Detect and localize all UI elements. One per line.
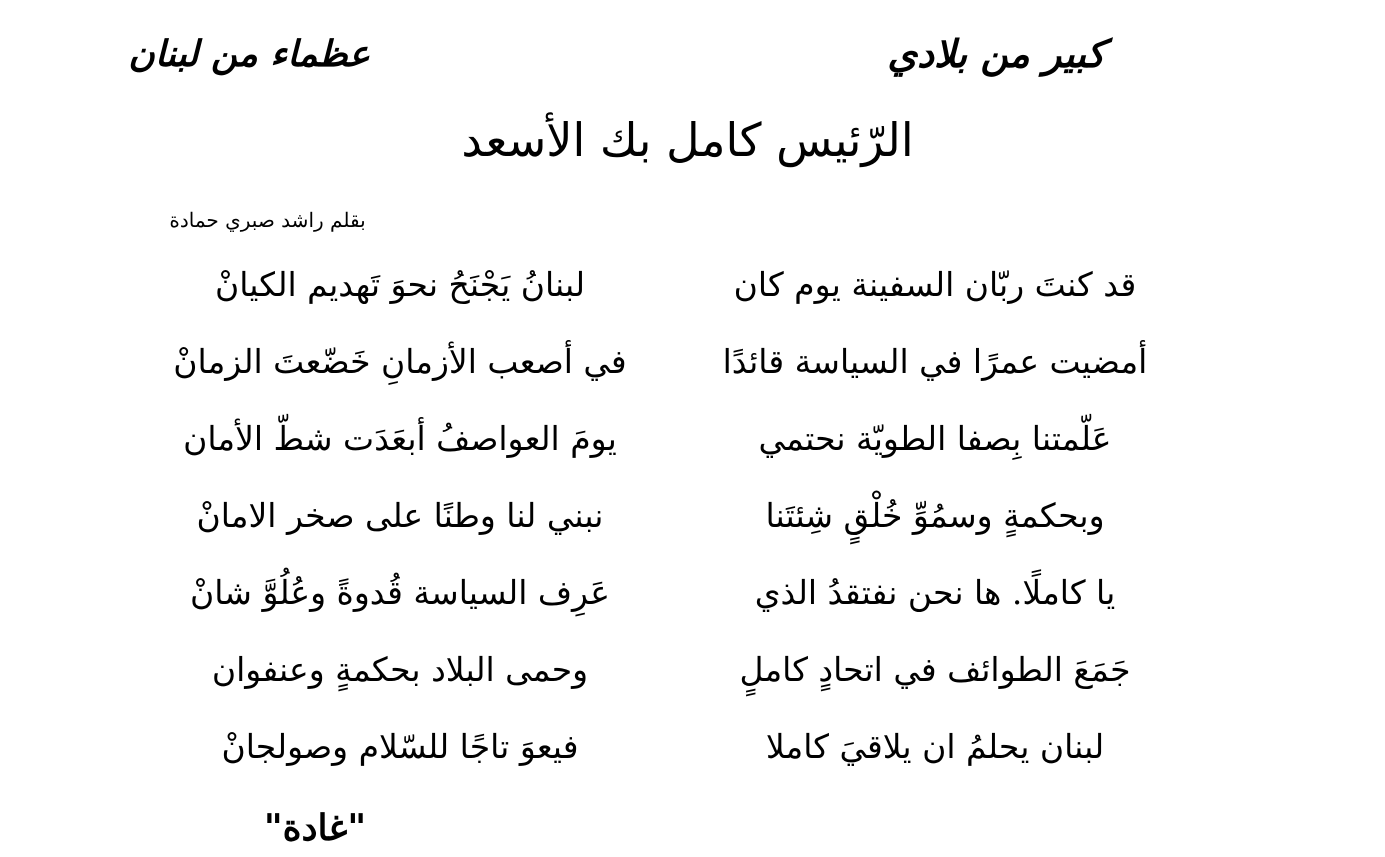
poem-verse — [140, 558, 1190, 635]
poem-verse — [140, 250, 1190, 327]
verse-second-hemistich: يومَ العواصفُ أبعَدَت شطّ الأمان — [183, 419, 617, 458]
verse-second-hemistich: عَرِف السياسة قُدوةً وعُلُوَّ شانْ — [190, 573, 610, 612]
verse-second-hemistich: لبنانُ يَجْنَحُ نحوَ تَهديم الكيانْ — [214, 265, 586, 304]
verse-first-hemistich: أمضيت عمرًا في السياسة قائدًا — [722, 342, 1148, 381]
verse-first-hemistich: يا كاملًا. ها نحن نفتقدُ الذي — [754, 573, 1116, 612]
verse-second-hemistich: في أصعب الأزمانِ خَضّعتَ الزمانْ — [173, 342, 627, 381]
series-title-left: عظماء من لبنان — [128, 33, 370, 75]
poem-verse — [140, 404, 1190, 481]
poem-verse — [140, 712, 1190, 789]
verse-second-hemistich: فيعوَ تاجًا للسّلام وصولجانْ — [221, 727, 579, 766]
author-signature: "غادة" — [263, 807, 367, 849]
page-title: الرّئيس كامل بك الأسعد — [461, 113, 914, 167]
verse-first-hemistich: جَمَعَ الطوائف في اتحادٍ كاملٍ — [739, 650, 1131, 689]
poem-verse — [140, 327, 1190, 404]
verse-first-hemistich: قد كنتَ ربّان السفينة يوم كان — [733, 265, 1137, 304]
verse-second-hemistich: وحمى البلاد بحكمةٍ وعنفوان — [211, 650, 589, 689]
verse-second-hemistich: نبني لنا وطنًا على صخر الامانْ — [196, 496, 604, 535]
poem-verse — [140, 481, 1190, 558]
poem — [140, 250, 1190, 789]
verse-first-hemistich: لبنان يحلمُ ان يلاقيَ كاملا — [765, 727, 1105, 766]
poem-verse — [140, 635, 1190, 712]
series-title-right: كبير من بلادي — [887, 31, 1105, 76]
verse-first-hemistich: عَلّمتنا بِصفا الطويّة نحتمي — [758, 419, 1112, 458]
verse-first-hemistich: وبحكمةٍ وسمُوِّ خُلْقٍ شِئتَنا — [765, 496, 1105, 535]
author-byline: بقلم راشد صبري حمادة — [169, 208, 366, 232]
